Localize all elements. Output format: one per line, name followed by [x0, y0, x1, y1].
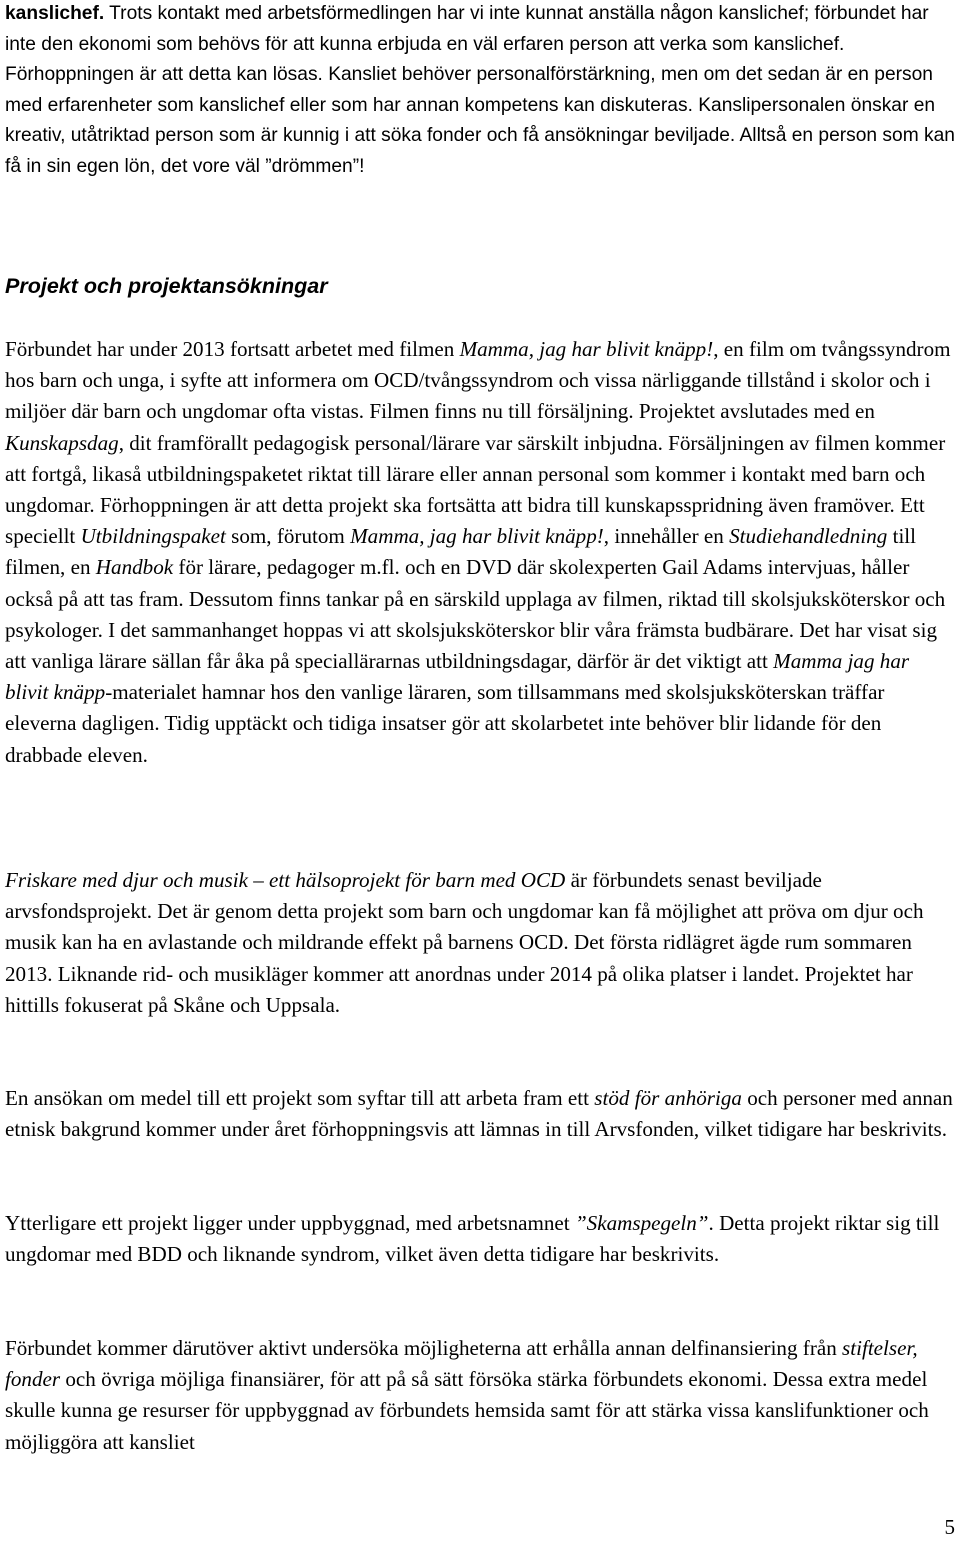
italic-term: Studiehandledning [729, 524, 888, 549]
italic-term: Kunskapsdag [5, 430, 119, 455]
film-title: Mamma jag har blivit knäpp [5, 649, 910, 705]
project-title: ”Skamspegeln” [574, 1211, 709, 1235]
paragraph-staffing [5, 0, 955, 182]
film-title: Mamma, jag har blivit knäpp! [459, 337, 714, 361]
text-run: . Detta projekt riktar sig till ungdomar med BDD och liknande syndrom, vilket även detta tidigare har beskrivits. [5, 1211, 940, 1267]
section-heading: Projekt och projektansökningar [5, 274, 328, 298]
text-run: Ytterligare ett projekt ligger under uppbyggnad, med arbetsnamnet [5, 1211, 575, 1235]
text-run: som, förutom [225, 524, 351, 549]
text-run: till filmen, en [5, 524, 917, 580]
page-number: 5 [944, 1515, 955, 1539]
text-run: -materialet hamnar hos den vanlige läraren, som tillsammans med skolsjuksköterskan träffar eleverna dagligen. Tidig upptäckt och tidiga insatser gör att skolarbetet inte behöver blir lidande för den drabbade eleven. [5, 680, 885, 767]
italic-term: stiftelser, fonder [5, 1336, 918, 1392]
text-run: är förbundets senast beviljade arvsfondsprojekt. Det är genom detta projekt som barn och ungdomar kan få möjlighet att pröva om djur och musik kan ha en avlastande och mildrande effekt på barnens OCD. Det första ridlägret ägde rum sommaren 2013. Liknande rid- och musikläger kommer att anordnas under 2014 på olika platser i landet. Projektet har hittills fokuserat på Skåne och Uppsala. [5, 868, 924, 1017]
paragraph-animal-music-project [5, 865, 955, 1021]
text-run: , dit framförallt pedagogisk personal/lärare var särskilt inbjudna. Försäljningen av filmen kommer att fortgå, likaså utbildningspaketet riktat till lärare eller annan personal som kommer i kontakt med barn och ungdomar. Förhoppningen är att detta projekt ska fortsätta att bidra till kunskapsspridning även framöver. Ett speciellt [5, 430, 946, 549]
italic-term: stöd för anhöriga [594, 1086, 742, 1110]
project-title: Friskare med djur och musik – ett hälsoprojekt för barn med OCD [5, 868, 566, 892]
italic-term: Utbildningspaket [80, 524, 226, 549]
text-run: och övriga möjliga finansiärer, för att på så sätt försöka stärka förbundets ekonomi. Dessa extra medel skulle kunna ge resurser för uppbyggnad av förbundets hemsida samt för att stärka vissa kanslifunktioner och möjliggöra att kansliet [5, 1367, 929, 1454]
text-run: , en film om tvångssyndrom hos barn och unga, i syfte att informera om OCD/tvångssyndrom och vissa närliggande tillstånd i skolor och i miljöer där barn och ungdomar ofta vistas. Filmen finns nu till försäljning. Projektet avslutades med en [5, 337, 951, 424]
text-run: En ansökan om medel till ett projekt som syftar till att arbeta fram ett [5, 1086, 595, 1110]
text-run: Förbundet har under 2013 fortsatt arbetet med filmen [5, 337, 460, 361]
film-title: Mamma, jag har blivit knäpp! [350, 524, 604, 549]
text-run: och personer med annan etnisk bakgrund kommer under året förhoppningsvis att lämnas in till Arvsfonden, vilket tidigare har beskrivits. [5, 1086, 953, 1142]
lead-word: kanslichef. [5, 3, 105, 24]
paragraph-text: Trots kontakt med arbetsförmedlingen har vi inte kunnat anställa någon kanslichef; förbundet har inte den ekonomi som behövs för att kunna erbjuda en väl erfaren person att verka som kanslichef. Förhoppningen är att detta kan lösas. Kansliet behöver personalförstärkning, men om det sedan är en person med erfarenheter som kanslichef eller som har annan kompetens kan diskuteras. Kanslipersonalen önskar en kreativ, utåtriktad person som är kunnig i att söka fonder och få ansökningar beviljade. Alltså en person som kan få in sin egen lön, det vore väl ”drömmen”! [5, 3, 955, 177]
text-run: Förbundet kommer därutöver aktivt undersöka möjligheterna att erhålla annan delfinansiering från [5, 1336, 843, 1360]
text-run: , innehåller en [603, 524, 730, 549]
italic-term: Handbok [95, 555, 174, 580]
paragraph-financing [5, 1333, 955, 1458]
text-run: för lärare, pedagoger m.fl. och en DVD där skolexperten Gail Adams intervjuas, håller också på att tas fram. Dessutom finns tankar på en särskild upplaga av filmen, riktad till skolsjuksköterskor och psykologer. I det sammanhanget hoppas vi att skolsjuksköterskor blir våra främsta budbärare. Det har visat sig att vanliga lärare sällan får åka på speciallärarnas utbildningsdagar, därför är det viktigt att [5, 555, 946, 674]
paragraph-film-project [5, 334, 955, 771]
paragraph-relatives-support [5, 1083, 955, 1145]
paragraph-skamspegeln [5, 1208, 955, 1270]
